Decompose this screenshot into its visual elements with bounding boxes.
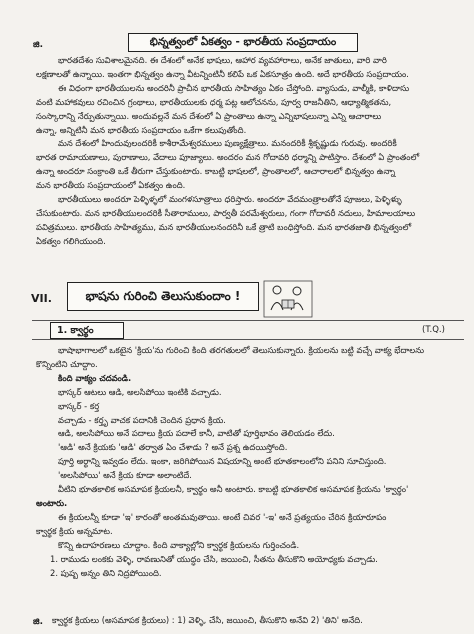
- section-number: VII.: [31, 292, 52, 305]
- intro-line: ఉన్నా, అన్నిటినీ మన భారతీయ సంప్రదాయం ఒకేగా కలుపుతోంది.: [36, 124, 247, 135]
- subsection-title: 1. క్వార్థం: [50, 322, 124, 339]
- body-line: కొన్ని ఉదాహరణలు చూద్దాం. కింది వాక్యాల్లోని క్వార్థక క్రియలను గుర్తించండి.: [58, 539, 300, 550]
- intro-line: లక్షణాలతో ఉన్నాయి. ఇంతగా భిన్నత్వం ఉన్నా వీటన్నింటినీ కలిపే ఒక ఏకసూత్రం ఉంది. అదే భారతీయ సంప్రదాయం.: [36, 68, 409, 79]
- intro-text: [36, 54, 461, 249]
- intro-line: చేసుకుంటారు. మన భారతీయులందరికీ సీతారాములు, పార్వతీ పరమేశ్వరులు, గంగా గోదావరీ నదులు, హిమాలయాలు: [36, 207, 416, 218]
- body-line: భాస్కర్ - కర్త: [58, 400, 100, 411]
- body-line: 2. పుష్ప అన్నం తిని నిద్రపోయింది.: [50, 567, 162, 578]
- subsection-tag: (T.Q.): [422, 325, 445, 335]
- intro-line: భారతీయులు అందరూ పెళ్ళిళ్ళలో మంగళసూత్రాలు ధరిస్తారు. అందరూ వేదమంత్రాలతోనే పూజలు, పెళ్ళిళ్ళు: [58, 194, 402, 205]
- body-line: భాస్కర్ ఆటలు ఆడి, అలసిపోయి ఇంటికి వచ్చాడు.: [58, 386, 222, 397]
- intro-line: భారతదేశం సువిశాలమైనది. ఈ దేశంలో అనేక భాషలు, ఆహార వ్యవహారాలు, అనేక జాతులు, వారి వారి: [58, 55, 387, 65]
- body-line: అంటారు.: [36, 497, 68, 508]
- body-line: భాషాభాగాలలో ఒకటైన 'క్రియ'ను గురించి కింది తరగతులలో తెలుసుకున్నారు. క్రియలను బట్టి వచ్చే వాక్య భేదాలను: [58, 345, 424, 355]
- section-header: భిన్నత్వంలో ఏకత్వం - భారతీయ సంప్రదాయం: [128, 33, 358, 52]
- intro-line: ఏకత్వం గలిగియుంది.: [36, 235, 106, 246]
- page-marker-bottom: జి.: [33, 617, 43, 627]
- body-line: ఆడి, అలసిపోయి అనే పదాలు క్రియ పదాలే కానీ, వాటితో పూర్తిభావం తెలియడం లేదు.: [58, 428, 335, 439]
- intro-line: మన దేశంలో హిందువులందరికీ కాశీరామేశ్వరములు పుణ్యక్షేత్రాలు. మనందరికీ శ్రీకృష్ణుడు గురువు. అందరికీ: [58, 138, 397, 149]
- body-line: 'ఆడి' అనే క్రియకు 'ఆడి' తర్వాత ఏం చేశాడు ? అనే ప్రశ్న ఉదయిస్తోంది.: [58, 442, 288, 453]
- page-marker-top: జి.: [33, 40, 43, 50]
- body-line: ఈ క్రియలన్నీ కూడా 'ఇ' కారంతో అంతమవుతాయి. అంటే చివర '-ఇ' అనే ప్రత్యయం చేరిన క్రియారూపం: [58, 511, 387, 522]
- intro-line: మన భారతీయ సంప్రదాయంలో ఏకత్వం ఉంది.: [36, 180, 186, 191]
- children-reading-illustration: [263, 280, 313, 318]
- intro-line: వంటి మహాకవులు రచించిన గ్రంథాలు, భారతీయులకు ధర్మ పట్ల ఆలోచనను, పూర్వ రాజనీతిని, ఆధ్యాత్మికతను,: [36, 96, 392, 107]
- intro-line: సంస్కారాన్ని నేర్పుతున్నాయి. అందువల్లనే మన దేశంలో ఏ ప్రాంతాలు ఉన్నా ఎన్నిభాషలున్నా ఎన్ని ఆచారాలు: [36, 110, 382, 121]
- body-line: క్వార్థక క్రియలు (అసమాపక క్రియలు) : 1) వెళ్ళి, చేసి, జయించి, తీసుకొని అనేవి 2) 'తిని' అనేది.: [52, 615, 363, 625]
- body-line: వీటిని భూతకాలిక అసమాపక క్రియలనీ, క్వార్థం అనీ అంటారు. కాబట్టి భూతకాలిక అసమాపక క్రియను 'క్వార్థం': [58, 484, 409, 495]
- body-line: 1. రాముడు లంకకు వెళ్ళి, రావణునితో యుద్ధం చేసి, జయించి, సీతను తీసుకొని అయోధ్యకు వచ్చాడు.: [50, 553, 378, 564]
- intro-line: ఈ విధంగా భారతీయులను అందరినీ ప్రాచీన భారతీయ సాహిత్యం ఏకం చేస్తోంది. వ్యాసుడు, వాల్మీకి, కాళిదాసు: [58, 82, 410, 93]
- subsection-rule-top: [32, 320, 464, 321]
- intro-line: భారత రామాయణాలు, పురాణాలు, వేదాలు పూజ్యాలు. అందరం మన గోదావరి ధర్మాన్ని పాటిస్తాం. దేశంలో ఏ ప్రాంతంలో: [36, 152, 420, 163]
- body-line: 'అలసిపోయి' అనే క్రియ కూడా అలాంటిదే.: [58, 470, 192, 481]
- intro-line: ఉన్నా అందరూ సంక్రాంతి ఒకే తీరుగా చేస్తుకుంటారు. కాబట్టి భాషలలో, ప్రాంతాలలో, ఆచారాలలో భిన్నత్వం ఉన్నా: [36, 166, 396, 177]
- body-line: కొన్నింటిని చూద్దాం.: [36, 358, 98, 369]
- section-title: భాషను గురించి తెలుసుకుందాం !: [67, 282, 259, 311]
- body-line: కింది వాక్యం చదవండి.: [58, 372, 132, 383]
- body-line: వచ్చాడు - కర్తృ వాచక పదానికి చెందిన ప్రధాన క్రియ.: [58, 414, 226, 425]
- subsection-rule-bottom: [32, 339, 464, 340]
- body-text: [36, 344, 461, 580]
- body-line: పూర్తి అర్థాన్ని ఇవ్వడం లేదు. ఇంకా, జరిగిపోయిన విషయాన్ని అంటే భూతకాలంలోని పనిని సూచిస్తుంది.: [58, 456, 387, 467]
- body-line: క్వార్థక క్రియ అన్నమాట.: [36, 525, 113, 536]
- intro-line: పవిత్రములు. భారతీయ సాహిత్యము, మన భారతీయులనందరినీ ఒకే త్రాటి బంధిస్తోంది. మన భారతజాతి భిన్నత్వంలో: [36, 221, 412, 232]
